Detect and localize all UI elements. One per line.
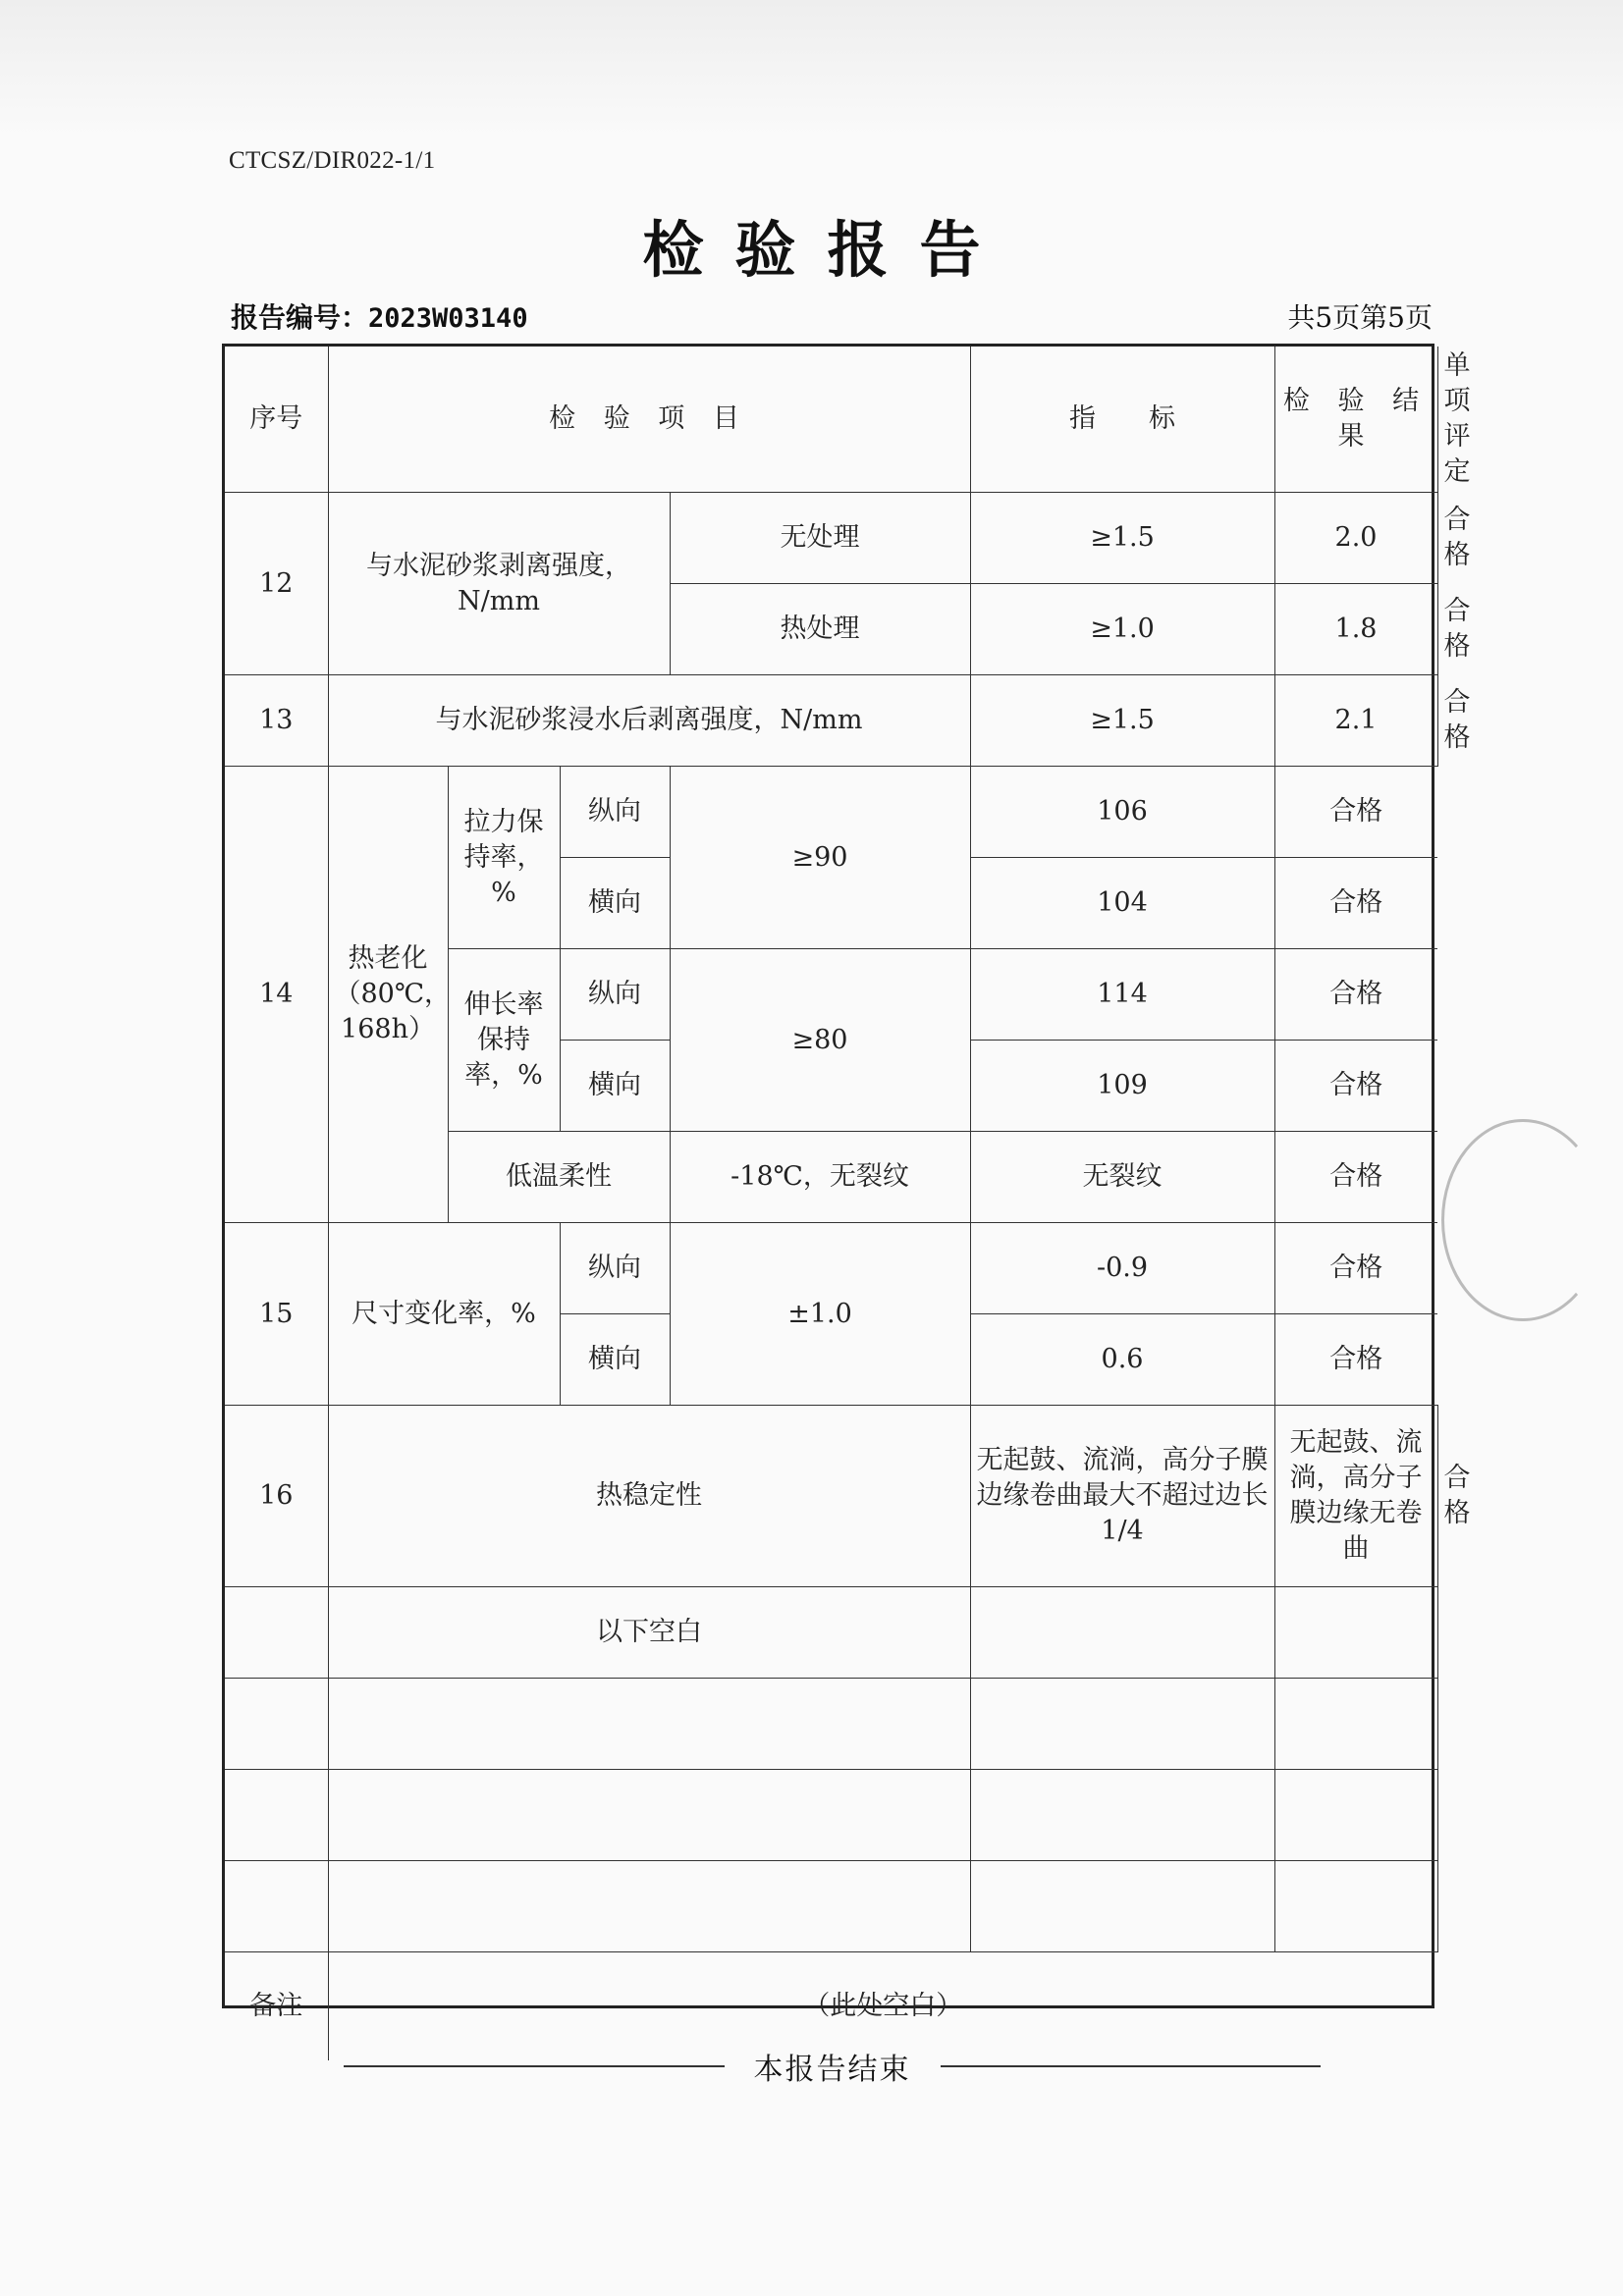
remark-label: 备注 <box>225 1952 328 2060</box>
row-seq: 12 <box>225 493 328 675</box>
row-result: 104 <box>970 858 1274 949</box>
blank-cell <box>328 1770 970 1861</box>
table-row: 16 热稳定性 无起鼓、流淌，高分子膜边缘卷曲最大不超过边长1/4 无起鼓、流淌，高分子膜边缘无卷曲 合格 <box>225 1406 1437 1587</box>
seal-stamp <box>1441 1119 1604 1321</box>
blank-cell <box>225 1861 328 1952</box>
row-judge: 合格 <box>1274 1041 1437 1132</box>
blank-cell <box>328 1679 970 1770</box>
page-info: 共5页第5页 <box>1287 301 1433 334</box>
row-seq: 13 <box>225 675 328 767</box>
report-end <box>344 2047 1321 2086</box>
report-number <box>231 296 528 336</box>
row-seq: 14 <box>225 767 328 1223</box>
report-table <box>225 347 1471 2060</box>
row-spec: -18℃，无裂纹 <box>670 1132 970 1223</box>
remark-value: （此处空白） <box>328 1952 1437 2060</box>
table-header-row: 序号 检 验 项 目 指 标 检 验 结 果 单项评定 <box>225 347 1437 493</box>
row-judge: 合格 <box>1274 1132 1437 1223</box>
row-judge: 合格 <box>1274 1223 1437 1314</box>
blank-cell <box>328 1861 970 1952</box>
row-direction: 横向 <box>560 1314 670 1406</box>
row-result: 114 <box>970 949 1274 1041</box>
report-number-label: 报告编号： <box>231 301 369 334</box>
table-row <box>225 1223 1437 1314</box>
table-row <box>225 1861 1437 1952</box>
row-result: 0.6 <box>970 1314 1274 1406</box>
row-direction: 纵向 <box>560 767 670 858</box>
row-result: 2.0 <box>1274 493 1437 584</box>
row-item: 热稳定性 <box>328 1406 970 1587</box>
row-subitem: 无处理 <box>670 493 970 584</box>
row-subgroup: 拉力保持率，% <box>448 767 560 949</box>
header-result: 检 验 结 果 <box>1274 347 1437 493</box>
blank-cell <box>225 1770 328 1861</box>
blank-cell <box>1274 1679 1437 1770</box>
table-row: 热处理 ≥1.0 1.8 合格 <box>225 584 1437 675</box>
row-spec: ≥90 <box>670 767 970 949</box>
header-seq: 序号 <box>225 347 328 493</box>
row-item: 与水泥砂浆剥离强度，N/mm <box>328 493 670 675</box>
scan-shade <box>0 0 1623 137</box>
row-subitem: 热处理 <box>670 584 970 675</box>
row-result: 106 <box>970 767 1274 858</box>
table-row: 12 与水泥砂浆剥离强度，N/mm 无处理 ≥1.5 2.0 合格 <box>225 493 1437 584</box>
row-judge: 合格 <box>1274 858 1437 949</box>
blank-cell <box>970 1679 1274 1770</box>
row-spec: ±1.0 <box>670 1223 970 1406</box>
row-subgroup: 伸长率保持率，% <box>448 949 560 1132</box>
row-spec: ≥1.5 <box>970 675 1274 767</box>
row-judge: 合格 <box>1274 1314 1437 1406</box>
table-row <box>225 1770 1437 1861</box>
row-result: 109 <box>970 1041 1274 1132</box>
blank-cell <box>970 1770 1274 1861</box>
row-seq: 15 <box>225 1223 328 1406</box>
row-item: 尺寸变化率，% <box>328 1223 560 1406</box>
blank-note: 以下空白 <box>328 1587 970 1679</box>
row-direction: 纵向 <box>560 1223 670 1314</box>
page-title: 检验报告 <box>642 214 1012 286</box>
row-subgroup: 低温柔性 <box>448 1132 670 1223</box>
report-number-value: 2023W03140 <box>368 303 528 334</box>
document-code: CTCSZ/DIR022-1/1 <box>229 147 436 174</box>
header-spec: 指 标 <box>970 347 1274 493</box>
row-spec: ≥1.5 <box>970 493 1274 584</box>
row-item: 与水泥砂浆浸水后剥离强度，N/mm <box>328 675 970 767</box>
row-spec: ≥1.0 <box>970 584 1274 675</box>
row-direction: 横向 <box>560 1041 670 1132</box>
table-row <box>225 767 1437 858</box>
blank-cell <box>970 1587 1274 1679</box>
row-result: 1.8 <box>1274 584 1437 675</box>
blank-cell <box>1274 1770 1437 1861</box>
row-judge: 合格 <box>1274 949 1437 1041</box>
row-direction: 纵向 <box>560 949 670 1041</box>
row-spec: 无起鼓、流淌，高分子膜边缘卷曲最大不超过边长1/4 <box>970 1406 1274 1587</box>
blank-cell <box>1274 1587 1437 1679</box>
row-result: 无起鼓、流淌，高分子膜边缘无卷曲 <box>1274 1406 1437 1587</box>
header-item: 检 验 项 目 <box>328 347 970 493</box>
row-spec: ≥80 <box>670 949 970 1132</box>
remark-row <box>225 1952 1437 2060</box>
table-row <box>225 1587 1437 1679</box>
row-judge: 合格 <box>1274 767 1437 858</box>
row-item: 热老化（80℃，168h） <box>328 767 448 1223</box>
blank-cell <box>225 1679 328 1770</box>
divider-left <box>344 2065 725 2067</box>
report-table-frame <box>222 344 1471 2021</box>
table-row <box>225 1679 1437 1770</box>
row-result: -0.9 <box>970 1223 1274 1314</box>
row-seq: 16 <box>225 1406 328 1587</box>
report-end-text: 本报告结束 <box>753 2053 911 2087</box>
table-row: 13 与水泥砂浆浸水后剥离强度，N/mm ≥1.5 2.1 合格 <box>225 675 1437 767</box>
row-result: 无裂纹 <box>970 1132 1274 1223</box>
blank-cell <box>225 1587 328 1679</box>
row-direction: 横向 <box>560 858 670 949</box>
row-result: 2.1 <box>1274 675 1437 767</box>
blank-cell <box>970 1861 1274 1952</box>
divider-right <box>941 2065 1322 2067</box>
blank-cell <box>1274 1861 1437 1952</box>
